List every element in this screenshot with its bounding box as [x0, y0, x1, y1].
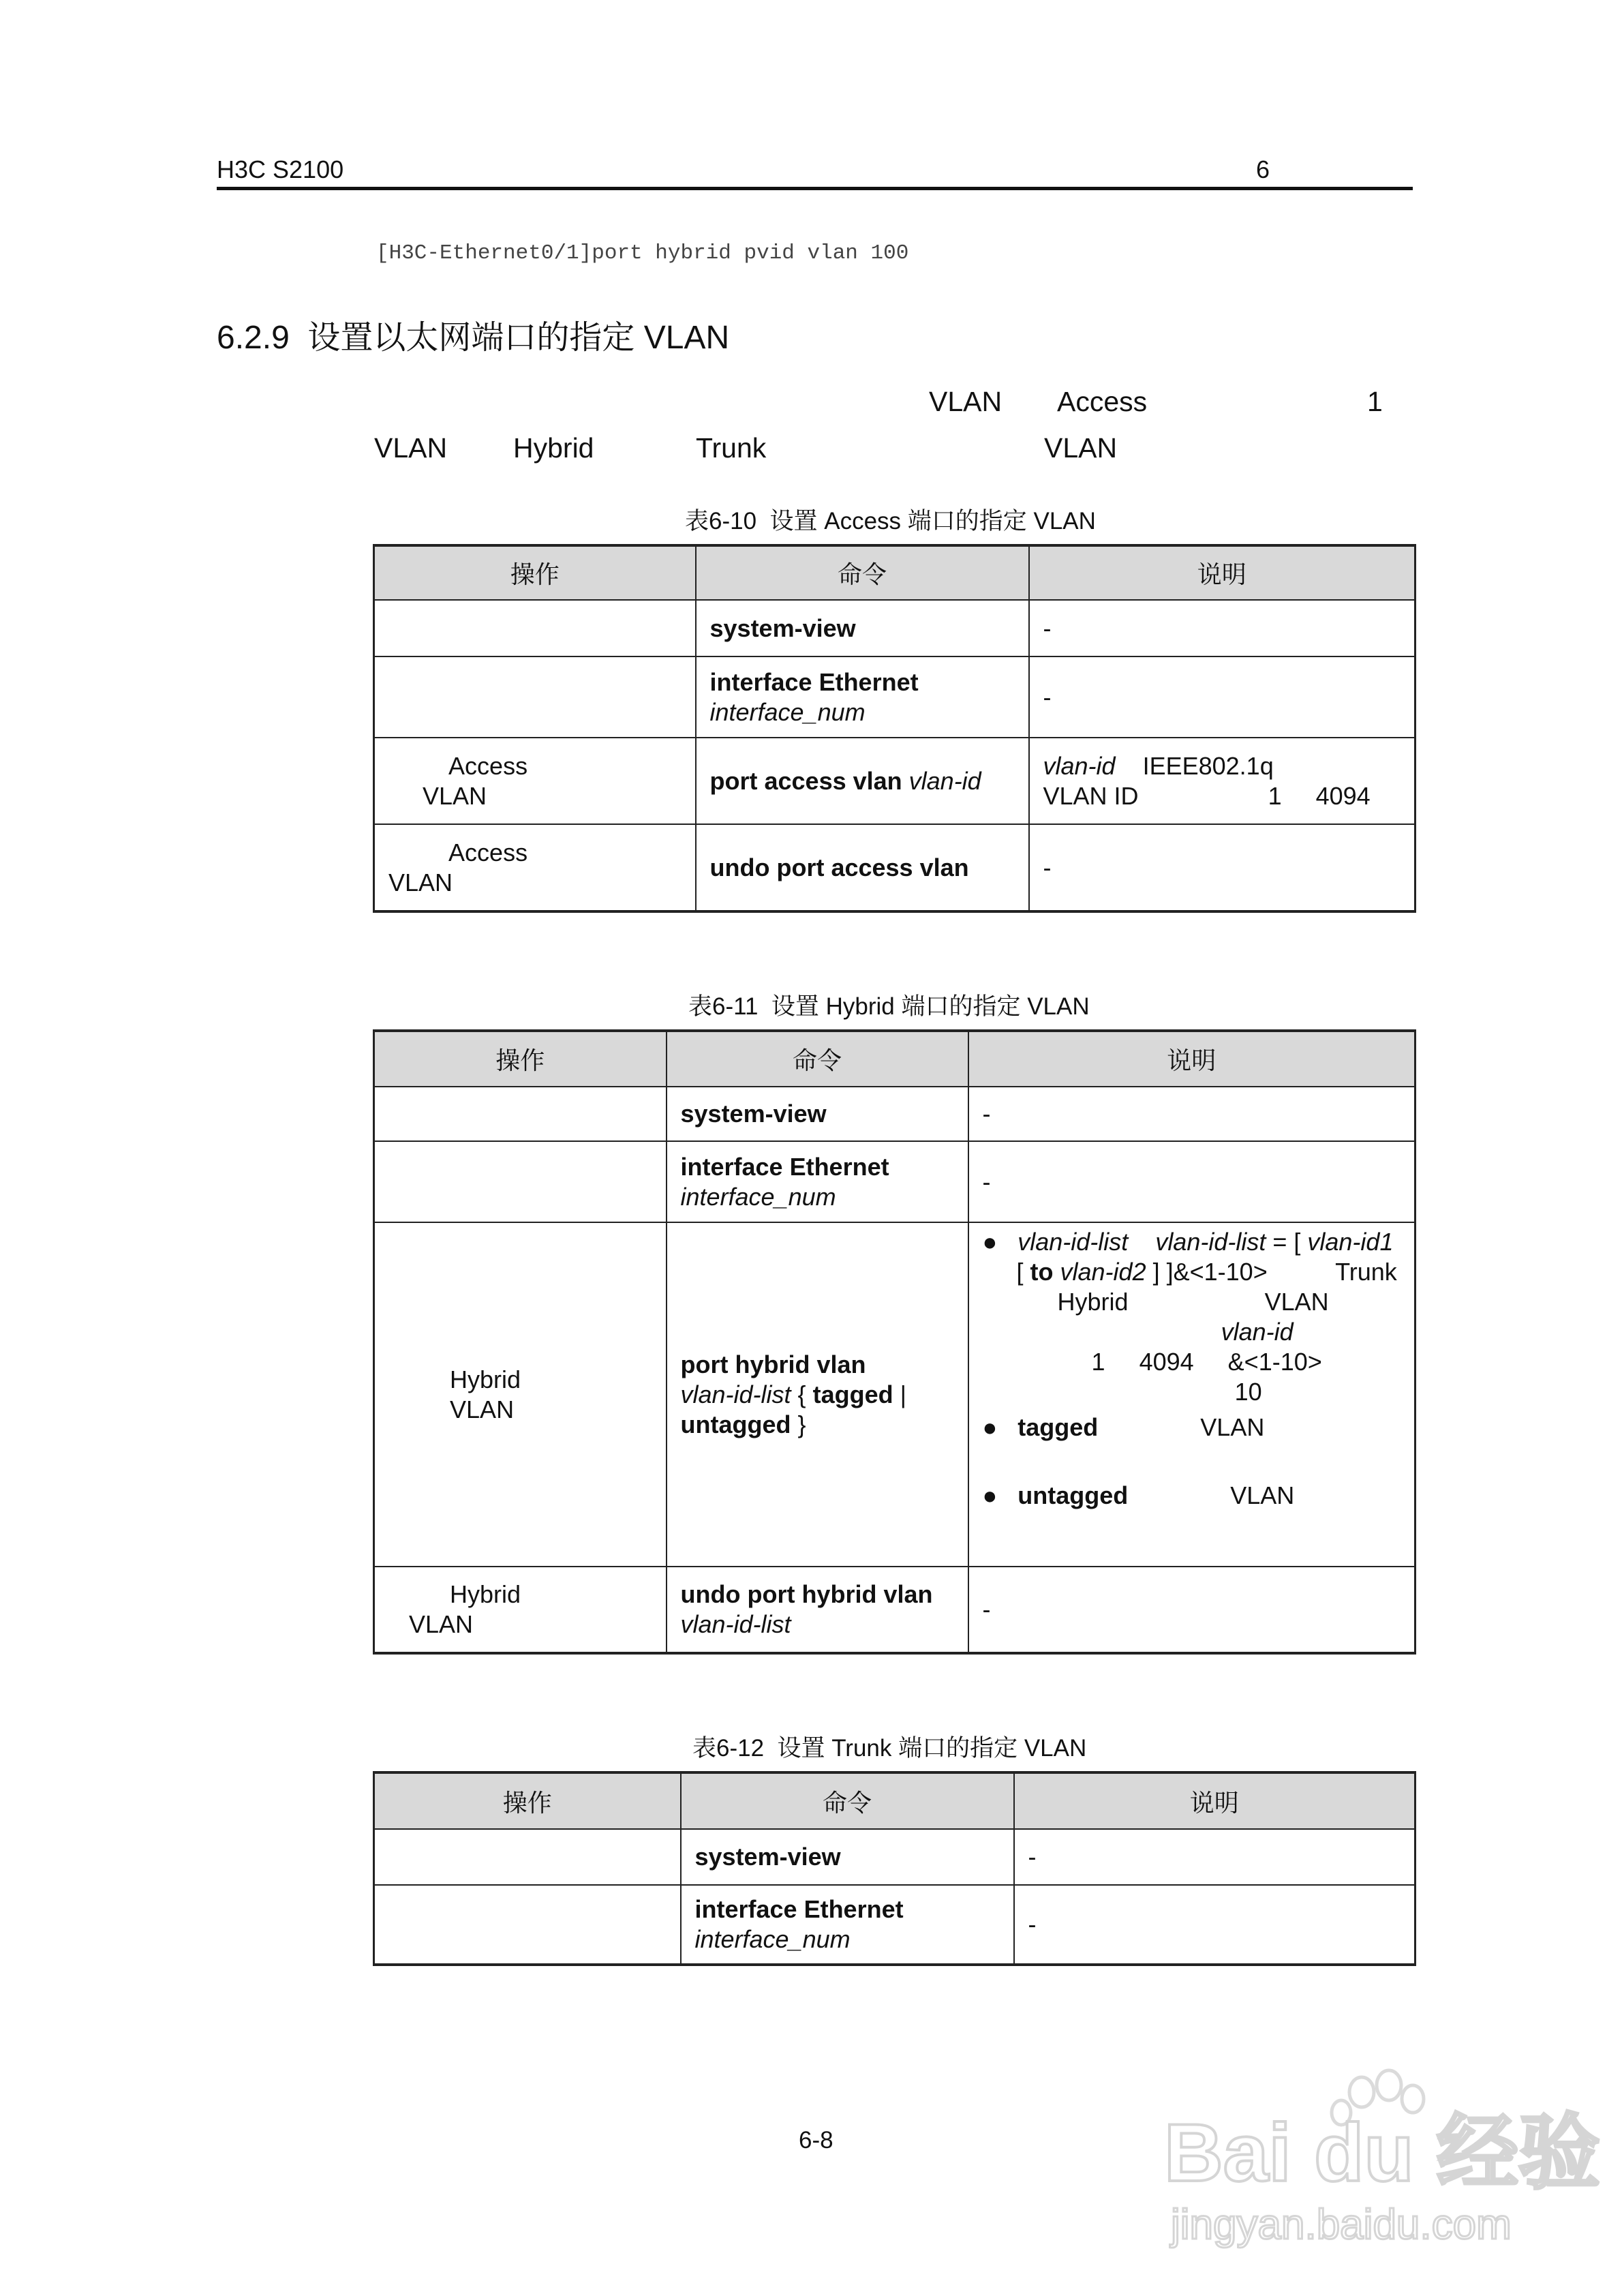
command-keyword: system-view — [694, 1843, 841, 1871]
cell-line — [983, 1413, 1415, 1442]
operation-cell — [374, 824, 696, 911]
header-chapter: 6 — [1256, 155, 1270, 183]
cell-line — [983, 1595, 1415, 1625]
svg-text:Bai du 经验: Bai du 经验 — [1164, 2107, 1601, 2199]
cell-line — [388, 868, 695, 898]
column-header: 操作 — [374, 1772, 681, 1829]
cell-line — [681, 1182, 968, 1212]
parameter-name: vlan-id-list — [1155, 1228, 1266, 1256]
cell-text: ● — [982, 1481, 1018, 1509]
table-row — [374, 1087, 1416, 1141]
header-rule — [217, 187, 1413, 190]
parameter-name: vlan-id-list — [1017, 1228, 1129, 1256]
operation-cell — [374, 1087, 667, 1141]
cell-text: 1 4094 &<1-10> — [982, 1348, 1322, 1376]
column-header: 命令 — [696, 545, 1029, 600]
cell-text: [ — [982, 1258, 1030, 1286]
cell-text: VLAN — [388, 1395, 515, 1423]
description-cell — [968, 1087, 1416, 1141]
cell-line — [1043, 781, 1415, 811]
cell-line — [681, 1152, 968, 1182]
intro-word: Hybrid — [513, 432, 594, 464]
command-cell — [681, 1829, 1014, 1885]
cell-text: - — [1028, 1910, 1037, 1938]
code-example: [H3C-Ethernet0/1]port hybrid pvid vlan 100 — [376, 241, 909, 265]
cell-line — [710, 766, 1028, 796]
cell-line — [983, 1481, 1415, 1511]
command-keyword: system-view — [680, 1100, 827, 1128]
table-row — [374, 1222, 1416, 1567]
command-keyword: port hybrid vlan — [680, 1350, 866, 1378]
cell-line — [710, 853, 1028, 883]
command-keyword: interface Ethernet — [680, 1152, 889, 1181]
baidu-jingyan-watermark — [1157, 2065, 1601, 2249]
cell-line — [983, 1227, 1415, 1257]
table-row — [374, 738, 1416, 824]
trunk-vlan-table — [373, 1771, 1416, 1966]
command-cell — [696, 656, 1029, 738]
table-caption: 表6-12 设置 Trunk 端口的指定 VLAN — [692, 1735, 1087, 1762]
column-header: 说明 — [1014, 1772, 1416, 1829]
cell-line — [695, 1842, 1013, 1872]
cell-line — [983, 1099, 1415, 1129]
operation-cell — [374, 1567, 667, 1653]
cell-line — [983, 1167, 1415, 1197]
column-header: 操作 — [374, 1031, 667, 1087]
command-keyword: undo port hybrid vlan — [680, 1580, 933, 1608]
description-cell — [968, 1222, 1416, 1567]
cell-text: - — [982, 1100, 991, 1128]
description-cell — [1014, 1829, 1416, 1885]
command-keyword: untagged — [1017, 1481, 1129, 1509]
cell-line — [710, 697, 1028, 727]
command-keyword: tagged — [1017, 1413, 1099, 1441]
cell-text: - — [982, 1167, 991, 1196]
cell-line — [1028, 1909, 1415, 1939]
cell-text: VLAN — [388, 781, 487, 810]
cell-text: ● — [982, 1413, 1018, 1441]
hybrid-vlan-table — [373, 1029, 1416, 1655]
cell-text: VLAN — [388, 868, 453, 896]
cell-line — [681, 1410, 968, 1440]
operation-cell — [374, 1141, 667, 1222]
cell-line — [1028, 1842, 1415, 1872]
cell-line — [681, 1380, 968, 1410]
cell-text: VLAN — [388, 1610, 474, 1638]
parameter-name: interface_num — [694, 1925, 851, 1953]
cell-text — [983, 1318, 1221, 1346]
cell-text: 10 — [982, 1378, 1262, 1406]
description-cell — [1029, 600, 1416, 656]
cell-text: { — [791, 1380, 813, 1408]
table-header-row — [374, 545, 1416, 600]
cell-text — [1054, 1258, 1060, 1286]
cell-text: Access — [388, 751, 528, 780]
parameter-name: vlan-id2 — [1060, 1258, 1146, 1286]
column-header: 命令 — [667, 1031, 968, 1087]
cell-text: } — [791, 1410, 806, 1438]
command-cell — [696, 824, 1029, 911]
column-header: 命令 — [681, 1772, 1014, 1829]
intro-word: VLAN — [1044, 432, 1118, 464]
cell-text: ● — [982, 1228, 1018, 1256]
column-header: 操作 — [374, 545, 696, 600]
cell-line — [983, 1287, 1415, 1317]
cell-line — [388, 1395, 666, 1425]
header-title: H3C S2100 — [217, 155, 344, 183]
table-row — [374, 1829, 1416, 1885]
command-cell — [696, 600, 1029, 656]
parameter-name: interface_num — [680, 1182, 836, 1211]
cell-line — [388, 838, 695, 868]
description-cell — [1014, 1885, 1416, 1965]
command-keyword: tagged — [812, 1380, 893, 1408]
cell-line — [681, 1580, 968, 1610]
table-header-row — [374, 1031, 1416, 1087]
cell-text: Hybrid — [388, 1580, 521, 1608]
page-number: 6-8 — [799, 2127, 833, 2154]
table-row — [374, 1141, 1416, 1222]
cell-text: Hybrid VLAN — [982, 1288, 1329, 1316]
cell-line — [983, 1347, 1415, 1377]
cell-line — [710, 667, 1028, 697]
intro-word: VLAN — [374, 432, 448, 464]
cell-line — [388, 1365, 666, 1395]
description-cell — [1029, 656, 1416, 738]
cell-line — [1043, 853, 1415, 883]
description-cell — [1029, 738, 1416, 824]
command-keyword: system-view — [709, 614, 856, 642]
table-header-row — [374, 1772, 1416, 1829]
cell-line — [695, 1924, 1013, 1954]
table-row — [374, 824, 1416, 911]
command-cell — [667, 1222, 968, 1567]
section-heading: 6.2.9 设置以太网端口的指定 VLAN — [217, 320, 730, 356]
command-cell — [667, 1567, 968, 1653]
table-row — [374, 600, 1416, 656]
command-keyword: interface Ethernet — [694, 1895, 904, 1923]
column-header: 说明 — [968, 1031, 1416, 1087]
cell-line — [695, 1894, 1013, 1924]
cell-text: VLAN ID 1 4094 — [1043, 781, 1371, 810]
cell-line — [681, 1099, 968, 1129]
cell-line — [388, 1610, 666, 1640]
intro-word: VLAN — [929, 386, 1003, 417]
intro-word: Trunk — [696, 432, 767, 464]
command-cell — [667, 1141, 968, 1222]
svg-text:jingyan.baidu.com: jingyan.baidu.com — [1171, 2201, 1512, 2248]
parameter-name: vlan-id-list — [680, 1380, 791, 1408]
parameter-name: vlan-id — [1043, 751, 1116, 780]
cell-text: IEEE802.1q — [1115, 751, 1274, 780]
cell-text: | — [893, 1380, 906, 1408]
command-keyword: to — [1030, 1258, 1054, 1286]
cell-text: VLAN — [1098, 1413, 1265, 1441]
table-row — [374, 1885, 1416, 1965]
command-keyword: untagged — [680, 1410, 791, 1438]
cell-text: VLAN — [1128, 1481, 1295, 1509]
cell-line — [681, 1350, 968, 1380]
cell-text: - — [1043, 682, 1052, 711]
cell-text: ] ]&<1-10> Trunk — [1146, 1258, 1397, 1286]
cell-text: - — [982, 1595, 991, 1623]
cell-text: - — [1043, 853, 1052, 881]
command-keyword: interface Ethernet — [709, 667, 919, 696]
intro-word: 1 — [1367, 386, 1383, 417]
cell-line — [1043, 682, 1415, 712]
cell-line — [681, 1610, 968, 1640]
table-caption: 表6-11 设置 Hybrid 端口的指定 VLAN — [688, 993, 1090, 1020]
column-header: 说明 — [1029, 545, 1416, 600]
parameter-name: vlan-id1 — [1307, 1228, 1394, 1256]
cell-text: Hybrid — [388, 1365, 521, 1393]
cell-line — [983, 1317, 1415, 1347]
cell-line — [983, 1377, 1415, 1407]
cell-line — [388, 1580, 666, 1610]
operation-cell — [374, 1885, 681, 1965]
command-keyword: port access vlan — [709, 766, 909, 795]
operation-cell — [374, 1222, 667, 1567]
operation-cell — [374, 738, 696, 824]
description-cell — [968, 1567, 1416, 1653]
intro-word: Access — [1057, 386, 1148, 417]
cell-text: = [ — [1266, 1228, 1308, 1256]
operation-cell — [374, 1829, 681, 1885]
cell-line — [983, 1257, 1415, 1287]
table-row — [374, 656, 1416, 738]
operation-cell — [374, 600, 696, 656]
command-keyword: undo port access vlan — [709, 853, 969, 881]
cell-line — [1043, 614, 1415, 644]
cell-line — [1043, 751, 1415, 781]
cell-text: - — [1028, 1843, 1037, 1871]
table-row — [374, 1567, 1416, 1653]
operation-cell — [374, 656, 696, 738]
description-cell — [968, 1141, 1416, 1222]
parameter-name: vlan-id — [1221, 1318, 1294, 1346]
table-caption: 表6-10 设置 Access 端口的指定 VLAN — [685, 508, 1096, 534]
cell-text: - — [1043, 614, 1052, 642]
cell-line — [388, 781, 695, 811]
cell-line — [710, 614, 1028, 644]
command-cell — [667, 1087, 968, 1141]
cell-line — [388, 751, 695, 781]
command-cell — [696, 738, 1029, 824]
parameter-name: interface_num — [709, 697, 866, 726]
access-vlan-table — [373, 544, 1416, 913]
parameter-name: vlan-id — [908, 766, 981, 795]
cell-text: Access — [388, 838, 528, 866]
description-cell — [1029, 824, 1416, 911]
command-cell — [681, 1885, 1014, 1965]
cell-text — [1128, 1228, 1155, 1256]
parameter-name: vlan-id-list — [680, 1610, 791, 1638]
